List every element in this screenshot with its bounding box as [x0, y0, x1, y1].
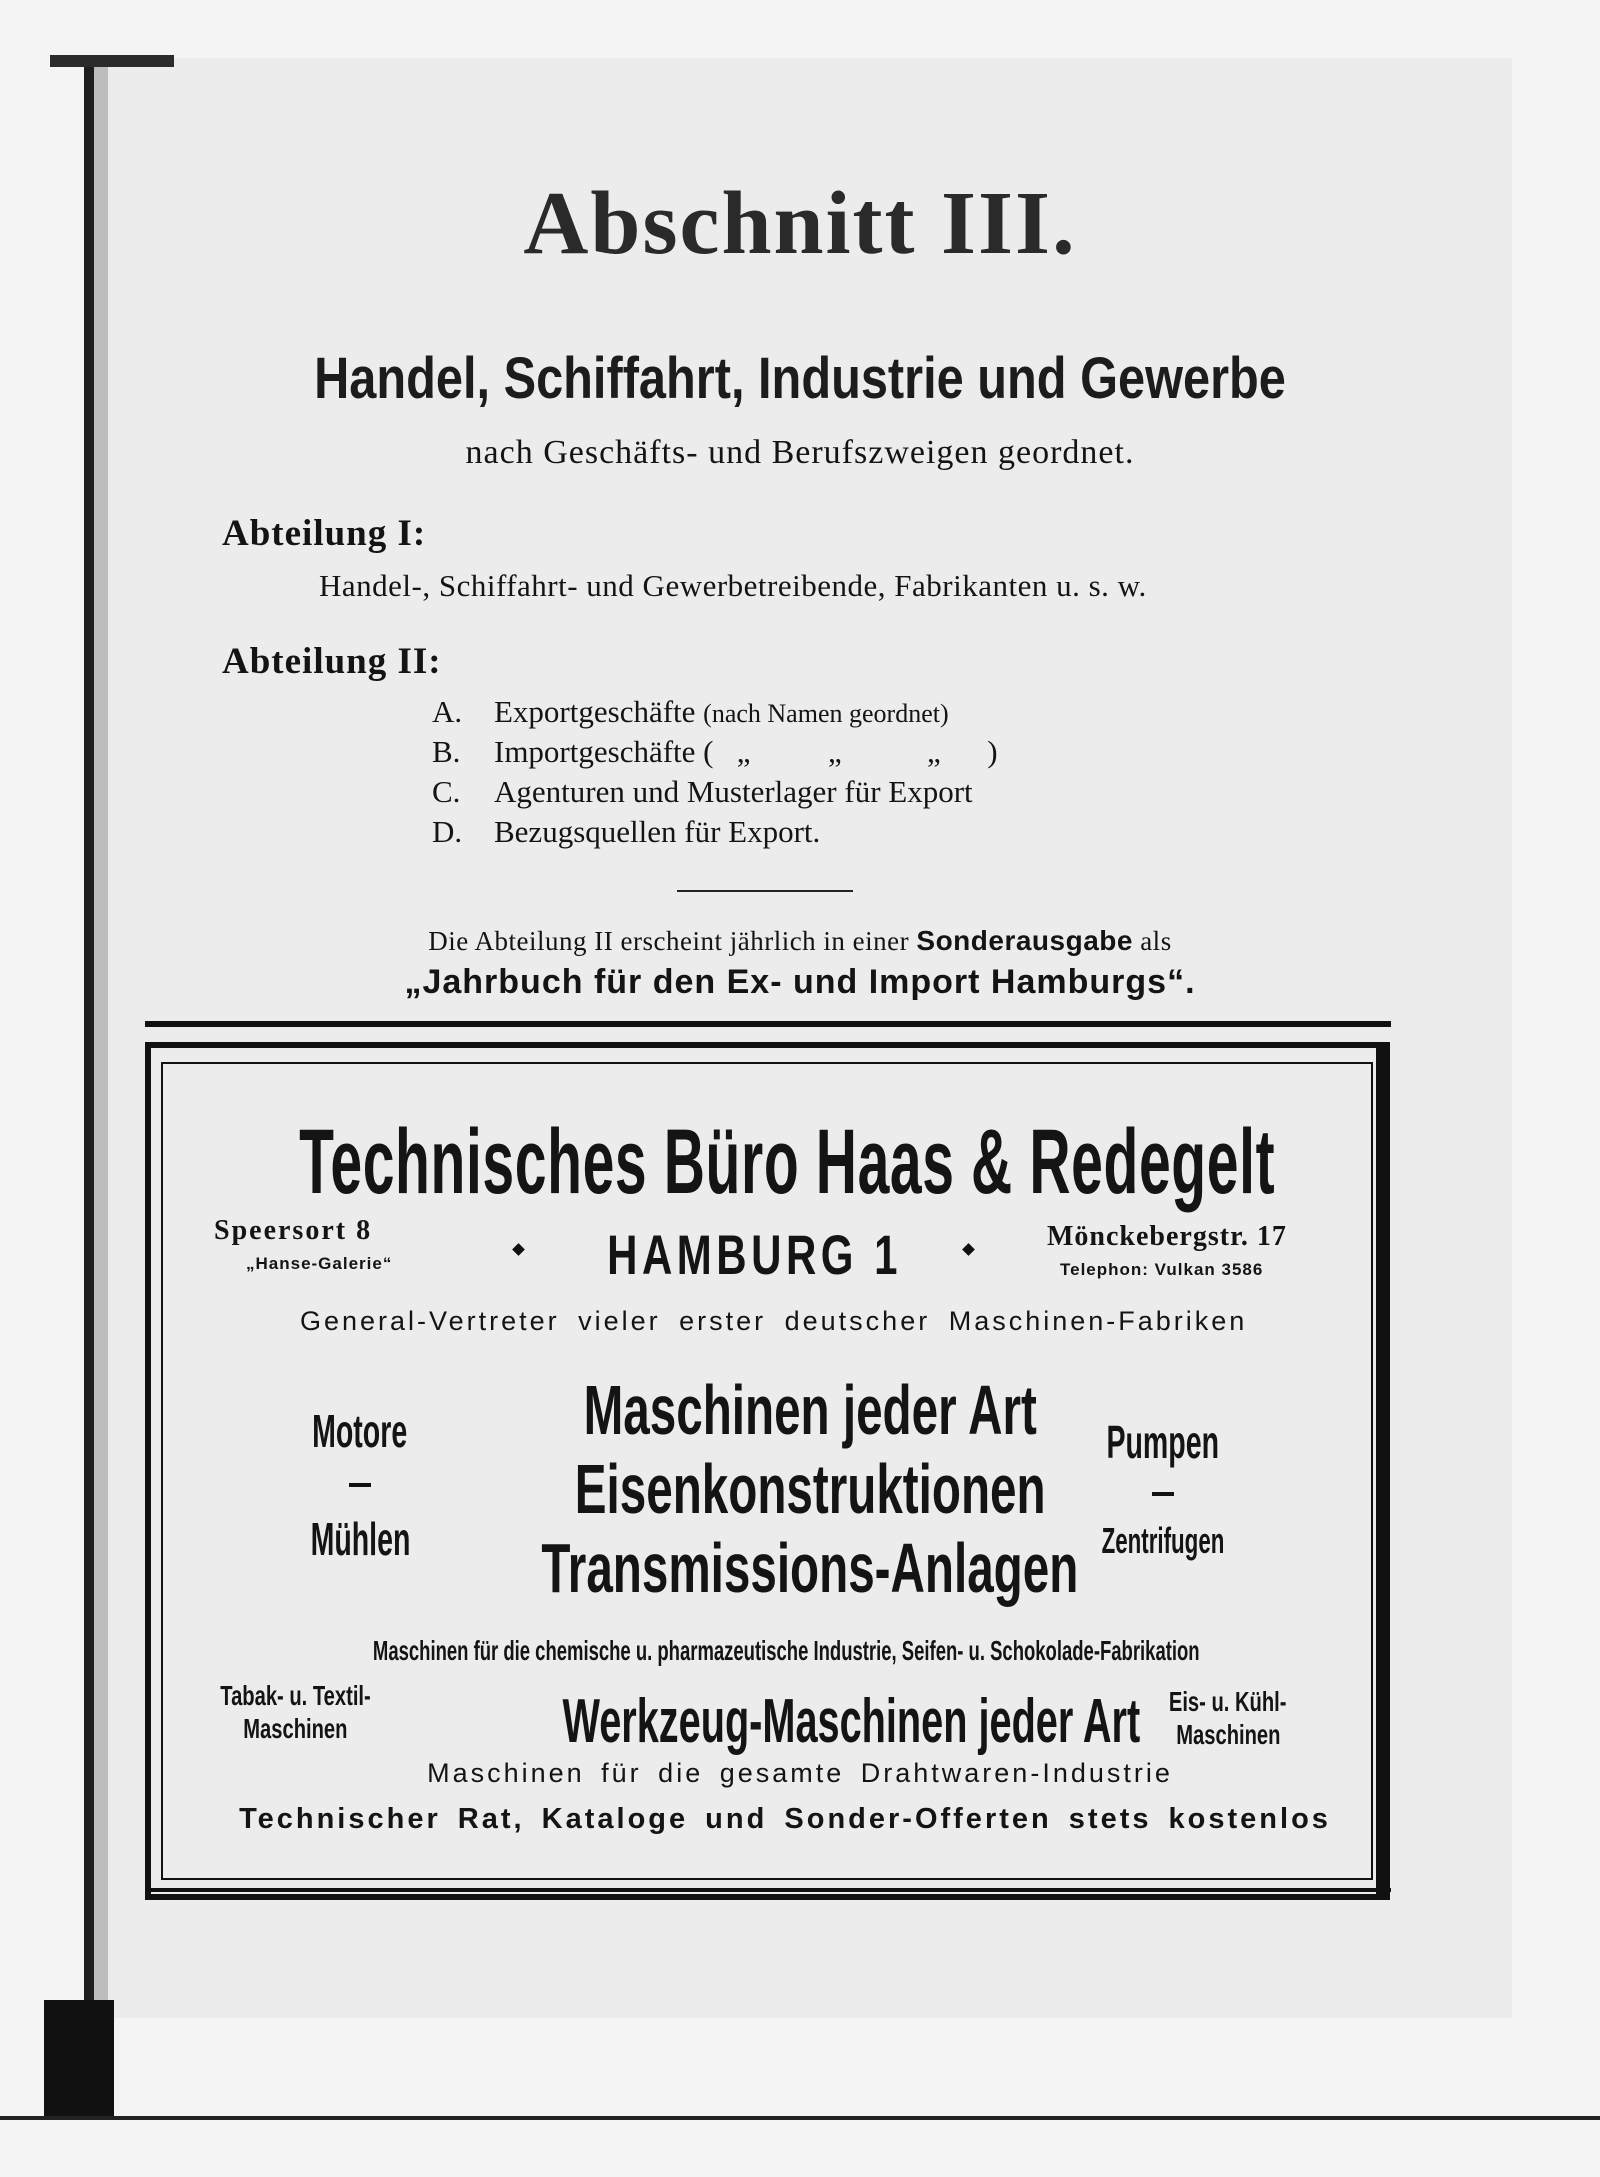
page-subline: nach Geschäfts- und Berufszweigen geordnet.: [465, 434, 1135, 471]
ad-right-stack: [1118, 1688, 1338, 1754]
ad-right-word-1: [1033, 1415, 1293, 1469]
notice-before: Die Abteilung II erscheint jährlich in einer: [428, 926, 910, 956]
notice-bold: Sonderausgabe: [916, 925, 1133, 956]
notice-title: „Jahrbuch für den Ex- und Import Hamburgs“.: [404, 963, 1196, 1001]
list-item: [432, 734, 998, 774]
ad-werkzeug-text: Werkzeug-Maschinen jeder Art: [562, 1687, 1141, 1756]
list-letter: B.: [432, 734, 461, 769]
ad-chemical-line-text: Maschinen für die chemische u. pharmazeutische Industrie, Seifen- u. Schokolade-Fabrikation: [372, 1635, 1200, 1666]
binding-strip: [94, 66, 108, 2016]
ad-company-name: [0, 1110, 1530, 1215]
list-text: Importgeschäfte: [494, 734, 696, 769]
list-item: [432, 814, 998, 854]
ad-right-stack-line: Eis- u. Kühl-: [1169, 1686, 1287, 1717]
ad-address-left: Speersort 8: [214, 1215, 373, 1246]
ad-right-word-2-text: Zentrifugen: [1101, 1520, 1225, 1561]
ad-address-left-sub: „Hanse-Galerie“: [246, 1254, 393, 1273]
ad-top-rule: [145, 1021, 1391, 1027]
ad-left-word-2-text: Mühlen: [310, 1513, 410, 1565]
list-letter: C.: [432, 774, 461, 809]
ad-left-word-1-text: Motore: [312, 1405, 408, 1457]
ad-main-line-2-text: Eisenkonstruktionen: [574, 1450, 1046, 1528]
list-text: Exportgeschäfte: [494, 694, 696, 729]
ad-city-text: HAMBURG 1: [607, 1223, 903, 1286]
ad-address-right: Mönckebergstr. 17: [1047, 1221, 1287, 1252]
ad-bottom-rule: [145, 1888, 1391, 1892]
abteilung-1-heading: Abteilung I:: [222, 513, 427, 554]
list-letter: A.: [432, 694, 463, 729]
abteilung-2-heading: Abteilung II:: [222, 641, 442, 682]
ad-werkzeug-line: [400, 1686, 1220, 1757]
ad-wire-goods-line: Maschinen für die gesamte Drahtwaren-Industrie: [427, 1758, 1173, 1788]
list-text: Agenturen und Musterlager für Export: [494, 774, 973, 809]
page-title: Abschnitt III.: [523, 174, 1077, 273]
ad-left-stack-line: Tabak- u. Textil-: [219, 1680, 371, 1711]
binding-edge: [84, 66, 94, 2016]
ad-right-stack-line: Maschinen: [1175, 1719, 1281, 1750]
dash-separator-icon: [349, 1483, 371, 1487]
list-note: ( „ „ „ ): [703, 734, 998, 769]
scan-bottom-rule: [0, 2116, 1600, 2120]
binding-cap: [50, 55, 174, 67]
page-subtitle: Handel, Schiffahrt, Industrie und Gewerbe: [314, 346, 1286, 411]
section-divider: [677, 890, 853, 892]
ad-main-line-1-text: Maschinen jeder Art: [583, 1371, 1037, 1449]
binding-foot: [44, 2000, 114, 2118]
ad-left-stack-line: Maschinen: [242, 1713, 348, 1744]
abteilung-1-text: Handel-, Schiffahrt- und Gewerbetreibende, Fabrikanten u. s. w.: [319, 568, 1147, 603]
ad-right-word-1-text: Pumpen: [1106, 1416, 1220, 1468]
ad-telephone: Telephon: Vulkan 3586: [1060, 1260, 1264, 1279]
ad-right-word-2: [1033, 1520, 1293, 1562]
list-note: (nach Namen geordnet): [703, 699, 949, 728]
ad-general-representative: General-Vertreter vieler erster deutscher Maschinen-Fabriken: [300, 1306, 1248, 1336]
notice-line: [0, 925, 1600, 957]
ad-closing-line: Technischer Rat, Kataloge und Sonder-Offerten stets kostenlos: [239, 1803, 1331, 1835]
ad-chemical-line: [160, 1635, 1410, 1667]
list-item: [432, 774, 998, 814]
list-item: [432, 694, 998, 734]
ad-left-stack: [190, 1682, 400, 1748]
list-letter: D.: [432, 814, 463, 849]
notice-after: als: [1140, 926, 1172, 956]
ad-company-text: Technisches Büro Haas & Redegelt: [299, 1111, 1276, 1213]
dash-separator-icon: [1152, 1492, 1174, 1496]
ad-main-line-3-text: Transmissions-Anlagen: [541, 1529, 1079, 1607]
ad-city: [505, 1222, 1005, 1287]
abteilung-2-list: [432, 694, 998, 854]
list-text: Bezugsquellen für Export.: [494, 814, 821, 849]
